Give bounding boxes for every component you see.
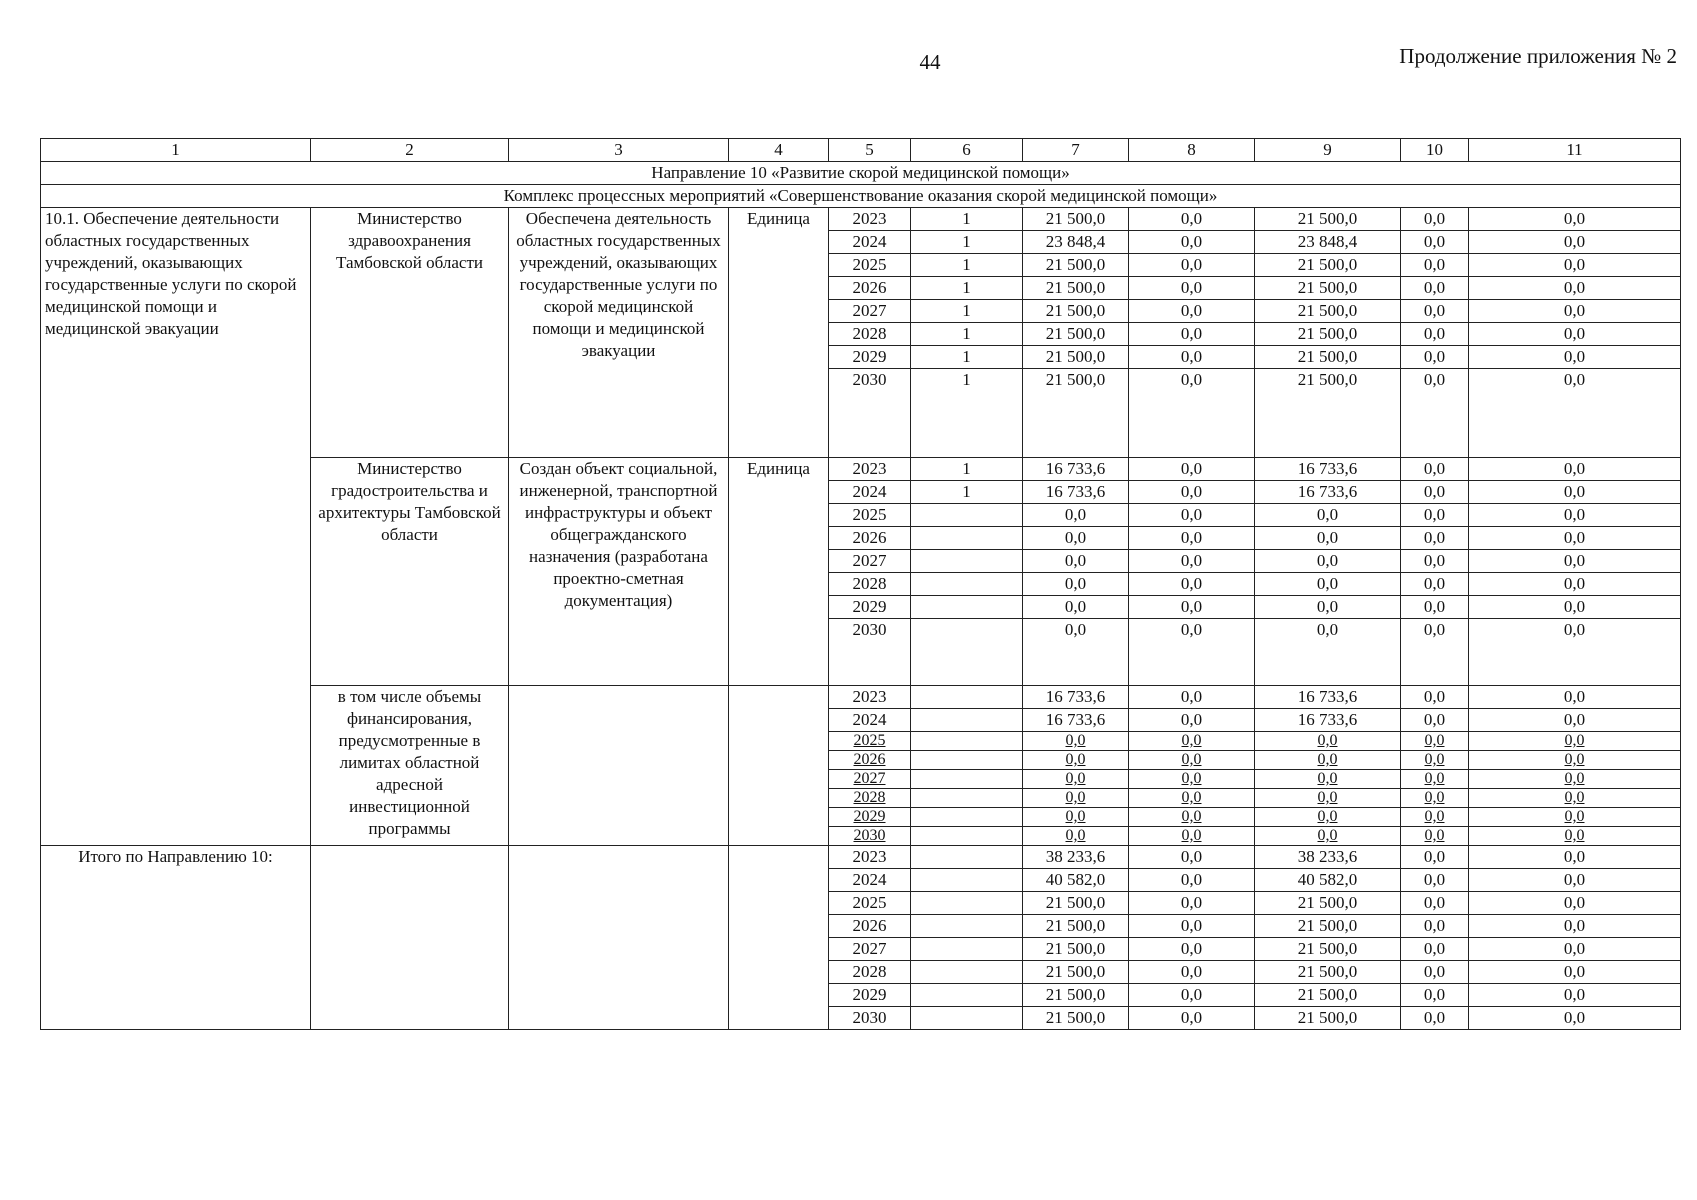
amount-cell: 0,0 [1469,300,1681,323]
amount-cell: 0,0 [1401,596,1469,619]
amount-cell: 0,0 [1129,892,1255,915]
measure-name: 10.1. Обеспечение деятельности областных государственных учреждений, оказывающих государственные услуги по скорой медицинской помощи и медицинской эвакуации [41,208,311,846]
quantity-cell [911,846,1023,869]
complex-row [41,185,1681,208]
amount-cell: 0,0 [1469,808,1681,827]
total-row [41,846,1681,869]
appendix-continuation: Продолжение приложения № 2 [1399,44,1677,68]
amount-cell: 0,0 [1255,827,1401,846]
amount-cell: 0,0 [1255,732,1401,751]
column-header: 10 [1401,139,1469,162]
amount-cell: 0,0 [1129,573,1255,596]
amount-cell: 0,0 [1023,732,1129,751]
amount-cell: 0,0 [1023,527,1129,550]
unit: Единица [729,208,829,458]
quantity-cell [911,751,1023,770]
amount-cell: 0,0 [1129,369,1255,458]
amount-cell: 23 848,4 [1023,231,1129,254]
amount-cell: 0,0 [1401,869,1469,892]
amount-cell: 0,0 [1469,323,1681,346]
amount-cell: 0,0 [1129,208,1255,231]
amount-cell: 0,0 [1469,231,1681,254]
quantity-cell [911,573,1023,596]
year-cell: 2024 [829,481,911,504]
executor: Министерство здравоохранения Тамбовской области [311,208,509,458]
page-number: 44 [919,50,941,74]
table-row [41,208,1681,231]
amount-cell: 0,0 [1401,709,1469,732]
amount-cell: 21 500,0 [1023,277,1129,300]
quantity-cell [911,892,1023,915]
amount-cell: 0,0 [1469,1007,1681,1030]
amount-cell: 0,0 [1469,208,1681,231]
amount-cell: 0,0 [1469,827,1681,846]
amount-cell: 0,0 [1469,550,1681,573]
quantity-cell [911,789,1023,808]
amount-cell: 21 500,0 [1023,300,1129,323]
amount-cell: 21 500,0 [1255,915,1401,938]
amount-cell: 0,0 [1129,481,1255,504]
amount-cell: 0,0 [1255,527,1401,550]
amount-cell: 0,0 [1401,1007,1469,1030]
amount-cell: 21 500,0 [1255,346,1401,369]
quantity-cell [911,686,1023,709]
amount-cell: 0,0 [1023,827,1129,846]
year-cell: 2028 [829,573,911,596]
quantity-cell: 1 [911,208,1023,231]
amount-cell: 0,0 [1401,573,1469,596]
amount-cell: 38 233,6 [1023,846,1129,869]
amount-cell: 0,0 [1401,208,1469,231]
amount-cell: 16 733,6 [1255,481,1401,504]
amount-cell: 0,0 [1023,550,1129,573]
year-cell: 2029 [829,808,911,827]
year-cell: 2028 [829,789,911,808]
year-cell: 2023 [829,458,911,481]
amount-cell: 21 500,0 [1255,323,1401,346]
column-header: 9 [1255,139,1401,162]
amount-cell: 0,0 [1255,619,1401,686]
amount-cell: 0,0 [1129,231,1255,254]
quantity-cell [911,596,1023,619]
amount-cell: 0,0 [1023,504,1129,527]
amount-cell: 21 500,0 [1255,254,1401,277]
year-cell: 2023 [829,208,911,231]
amount-cell: 0,0 [1469,732,1681,751]
year-cell: 2029 [829,596,911,619]
amount-cell: 0,0 [1401,619,1469,686]
amount-cell: 0,0 [1469,984,1681,1007]
amount-cell: 16 733,6 [1255,686,1401,709]
amount-cell: 21 500,0 [1023,1007,1129,1030]
amount-cell: 0,0 [1469,869,1681,892]
result-indicator: Создан объект социальной, инженерной, транспортной инфраструктуры и объект общегражданского назначения (разработана проектно-сметная документация) [509,458,729,686]
amount-cell: 0,0 [1129,751,1255,770]
amount-cell: 21 500,0 [1255,300,1401,323]
amount-cell: 0,0 [1129,915,1255,938]
amount-cell: 0,0 [1129,458,1255,481]
amount-cell: 0,0 [1401,300,1469,323]
amount-cell: 0,0 [1129,504,1255,527]
amount-cell: 0,0 [1129,827,1255,846]
quantity-cell [911,961,1023,984]
amount-cell: 21 500,0 [1255,277,1401,300]
executor: Министерство градостроительства и архитектуры Тамбовской области [311,458,509,686]
quantity-cell [911,938,1023,961]
year-cell: 2028 [829,323,911,346]
year-cell: 2025 [829,732,911,751]
amount-cell: 0,0 [1255,596,1401,619]
year-cell: 2026 [829,915,911,938]
financing-table [40,138,1681,1030]
year-cell: 2025 [829,892,911,915]
amount-cell: 0,0 [1129,869,1255,892]
amount-cell: 16 733,6 [1023,481,1129,504]
column-header: 1 [41,139,311,162]
column-header: 5 [829,139,911,162]
amount-cell: 0,0 [1401,277,1469,300]
year-cell: 2024 [829,709,911,732]
amount-cell: 0,0 [1469,938,1681,961]
amount-cell: 40 582,0 [1255,869,1401,892]
amount-cell: 0,0 [1401,846,1469,869]
amount-cell: 0,0 [1255,770,1401,789]
amount-cell: 0,0 [1469,961,1681,984]
amount-cell: 0,0 [1023,751,1129,770]
quantity-cell [911,915,1023,938]
year-cell: 2026 [829,751,911,770]
year-cell: 2024 [829,869,911,892]
amount-cell: 0,0 [1401,254,1469,277]
direction-row [41,162,1681,185]
empty-cell [729,846,829,1030]
quantity-cell [911,984,1023,1007]
amount-cell: 0,0 [1255,504,1401,527]
amount-cell: 0,0 [1401,686,1469,709]
column-header: 3 [509,139,729,162]
amount-cell: 16 733,6 [1023,709,1129,732]
amount-cell: 0,0 [1469,346,1681,369]
result-indicator [509,686,729,846]
amount-cell: 21 500,0 [1255,961,1401,984]
amount-cell: 0,0 [1129,323,1255,346]
amount-cell: 0,0 [1401,323,1469,346]
amount-cell: 0,0 [1129,1007,1255,1030]
unit: Единица [729,458,829,686]
year-cell: 2030 [829,369,911,458]
amount-cell: 0,0 [1469,770,1681,789]
amount-cell: 0,0 [1023,596,1129,619]
column-header: 11 [1469,139,1681,162]
amount-cell: 0,0 [1469,892,1681,915]
amount-cell: 0,0 [1129,619,1255,686]
amount-cell: 21 500,0 [1023,369,1129,458]
amount-cell: 38 233,6 [1255,846,1401,869]
year-cell: 2025 [829,504,911,527]
quantity-cell: 1 [911,323,1023,346]
empty-cell [509,846,729,1030]
quantity-cell [911,709,1023,732]
year-cell: 2025 [829,254,911,277]
quantity-cell: 1 [911,231,1023,254]
year-cell: 2029 [829,984,911,1007]
amount-cell: 0,0 [1401,892,1469,915]
amount-cell: 0,0 [1469,504,1681,527]
quantity-cell [911,550,1023,573]
quantity-cell [911,869,1023,892]
amount-cell: 0,0 [1023,573,1129,596]
amount-cell: 21 500,0 [1255,1007,1401,1030]
amount-cell: 0,0 [1469,709,1681,732]
amount-cell: 0,0 [1401,808,1469,827]
year-cell: 2027 [829,770,911,789]
amount-cell: 0,0 [1129,277,1255,300]
amount-cell: 0,0 [1129,770,1255,789]
year-cell: 2027 [829,550,911,573]
amount-cell: 0,0 [1401,550,1469,573]
amount-cell: 21 500,0 [1023,346,1129,369]
amount-cell: 21 500,0 [1023,961,1129,984]
amount-cell: 21 500,0 [1023,938,1129,961]
amount-cell: 0,0 [1469,846,1681,869]
quantity-cell: 1 [911,481,1023,504]
quantity-cell: 1 [911,254,1023,277]
year-cell: 2028 [829,961,911,984]
amount-cell: 0,0 [1469,481,1681,504]
amount-cell: 16 733,6 [1023,686,1129,709]
amount-cell: 0,0 [1469,527,1681,550]
amount-cell: 0,0 [1023,619,1129,686]
quantity-cell [911,504,1023,527]
year-cell: 2023 [829,686,911,709]
amount-cell: 0,0 [1129,300,1255,323]
year-cell: 2026 [829,277,911,300]
amount-cell: 0,0 [1401,789,1469,808]
amount-cell: 0,0 [1401,346,1469,369]
year-cell: 2023 [829,846,911,869]
year-cell: 2030 [829,619,911,686]
amount-cell: 21 500,0 [1255,208,1401,231]
quantity-cell: 1 [911,458,1023,481]
amount-cell: 16 733,6 [1255,709,1401,732]
amount-cell: 0,0 [1401,961,1469,984]
amount-cell: 0,0 [1401,984,1469,1007]
amount-cell: 0,0 [1401,527,1469,550]
amount-cell: 21 500,0 [1023,323,1129,346]
amount-cell: 21 500,0 [1255,369,1401,458]
complex-title: Комплекс процессных мероприятий «Совершенствование оказания скорой медицинской помощи» [41,185,1681,208]
result-indicator: Обеспечена деятельность областных государственных учреждений, оказывающих государственные услуги по скорой медицинской помощи и медицинской эвакуации [509,208,729,458]
quantity-cell [911,827,1023,846]
amount-cell: 16 733,6 [1023,458,1129,481]
amount-cell: 0,0 [1469,254,1681,277]
amount-cell: 0,0 [1129,686,1255,709]
amount-cell: 23 848,4 [1255,231,1401,254]
amount-cell: 0,0 [1469,596,1681,619]
empty-cell [311,846,509,1030]
executor: в том числе объемы финансирования, предусмотренные в лимитах областной адресной инвестиционной программы [311,686,509,846]
amount-cell: 0,0 [1255,573,1401,596]
amount-cell: 0,0 [1469,686,1681,709]
year-cell: 2030 [829,827,911,846]
amount-cell: 21 500,0 [1023,915,1129,938]
column-header: 6 [911,139,1023,162]
amount-cell: 0,0 [1401,751,1469,770]
year-cell: 2027 [829,938,911,961]
amount-cell: 0,0 [1129,846,1255,869]
amount-cell: 0,0 [1401,732,1469,751]
amount-cell: 0,0 [1129,527,1255,550]
quantity-cell [911,1007,1023,1030]
amount-cell: 0,0 [1469,573,1681,596]
column-header: 4 [729,139,829,162]
amount-cell: 0,0 [1401,458,1469,481]
amount-cell: 0,0 [1023,770,1129,789]
amount-cell: 21 500,0 [1023,892,1129,915]
amount-cell: 0,0 [1401,481,1469,504]
quantity-cell: 1 [911,369,1023,458]
quantity-cell [911,732,1023,751]
amount-cell: 0,0 [1023,789,1129,808]
quantity-cell [911,527,1023,550]
amount-cell: 0,0 [1255,789,1401,808]
amount-cell: 0,0 [1401,915,1469,938]
amount-cell: 0,0 [1401,770,1469,789]
amount-cell: 21 500,0 [1255,892,1401,915]
unit [729,686,829,846]
year-cell: 2027 [829,300,911,323]
amount-cell: 21 500,0 [1023,208,1129,231]
column-header: 2 [311,139,509,162]
year-cell: 2026 [829,527,911,550]
amount-cell: 0,0 [1469,277,1681,300]
amount-cell: 0,0 [1401,231,1469,254]
amount-cell: 0,0 [1469,458,1681,481]
amount-cell: 0,0 [1469,751,1681,770]
amount-cell: 0,0 [1129,789,1255,808]
column-header: 8 [1129,139,1255,162]
amount-cell: 21 500,0 [1255,938,1401,961]
amount-cell: 0,0 [1469,915,1681,938]
amount-cell: 0,0 [1469,619,1681,686]
amount-cell: 0,0 [1129,984,1255,1007]
amount-cell: 0,0 [1129,596,1255,619]
amount-cell: 0,0 [1129,709,1255,732]
amount-cell: 0,0 [1255,751,1401,770]
amount-cell: 0,0 [1469,789,1681,808]
amount-cell: 0,0 [1401,504,1469,527]
amount-cell: 0,0 [1255,808,1401,827]
amount-cell: 0,0 [1129,550,1255,573]
quantity-cell: 1 [911,346,1023,369]
quantity-cell [911,808,1023,827]
amount-cell: 0,0 [1469,369,1681,458]
quantity-cell: 1 [911,277,1023,300]
amount-cell: 0,0 [1129,732,1255,751]
year-cell: 2030 [829,1007,911,1030]
amount-cell: 0,0 [1023,808,1129,827]
quantity-cell [911,770,1023,789]
amount-cell: 21 500,0 [1023,984,1129,1007]
amount-cell: 21 500,0 [1023,254,1129,277]
column-number-row [41,139,1681,162]
quantity-cell: 1 [911,300,1023,323]
amount-cell: 0,0 [1401,938,1469,961]
amount-cell: 0,0 [1401,827,1469,846]
amount-cell: 0,0 [1129,346,1255,369]
amount-cell: 0,0 [1129,938,1255,961]
direction-title: Направление 10 «Развитие скорой медицинской помощи» [41,162,1681,185]
amount-cell: 0,0 [1255,550,1401,573]
amount-cell: 0,0 [1401,369,1469,458]
amount-cell: 0,0 [1129,961,1255,984]
amount-cell: 16 733,6 [1255,458,1401,481]
amount-cell: 0,0 [1129,808,1255,827]
amount-cell: 0,0 [1129,254,1255,277]
amount-cell: 21 500,0 [1255,984,1401,1007]
total-label: Итого по Направлению 10: [41,846,311,1030]
year-cell: 2024 [829,231,911,254]
quantity-cell [911,619,1023,686]
column-header: 7 [1023,139,1129,162]
year-cell: 2029 [829,346,911,369]
amount-cell: 40 582,0 [1023,869,1129,892]
